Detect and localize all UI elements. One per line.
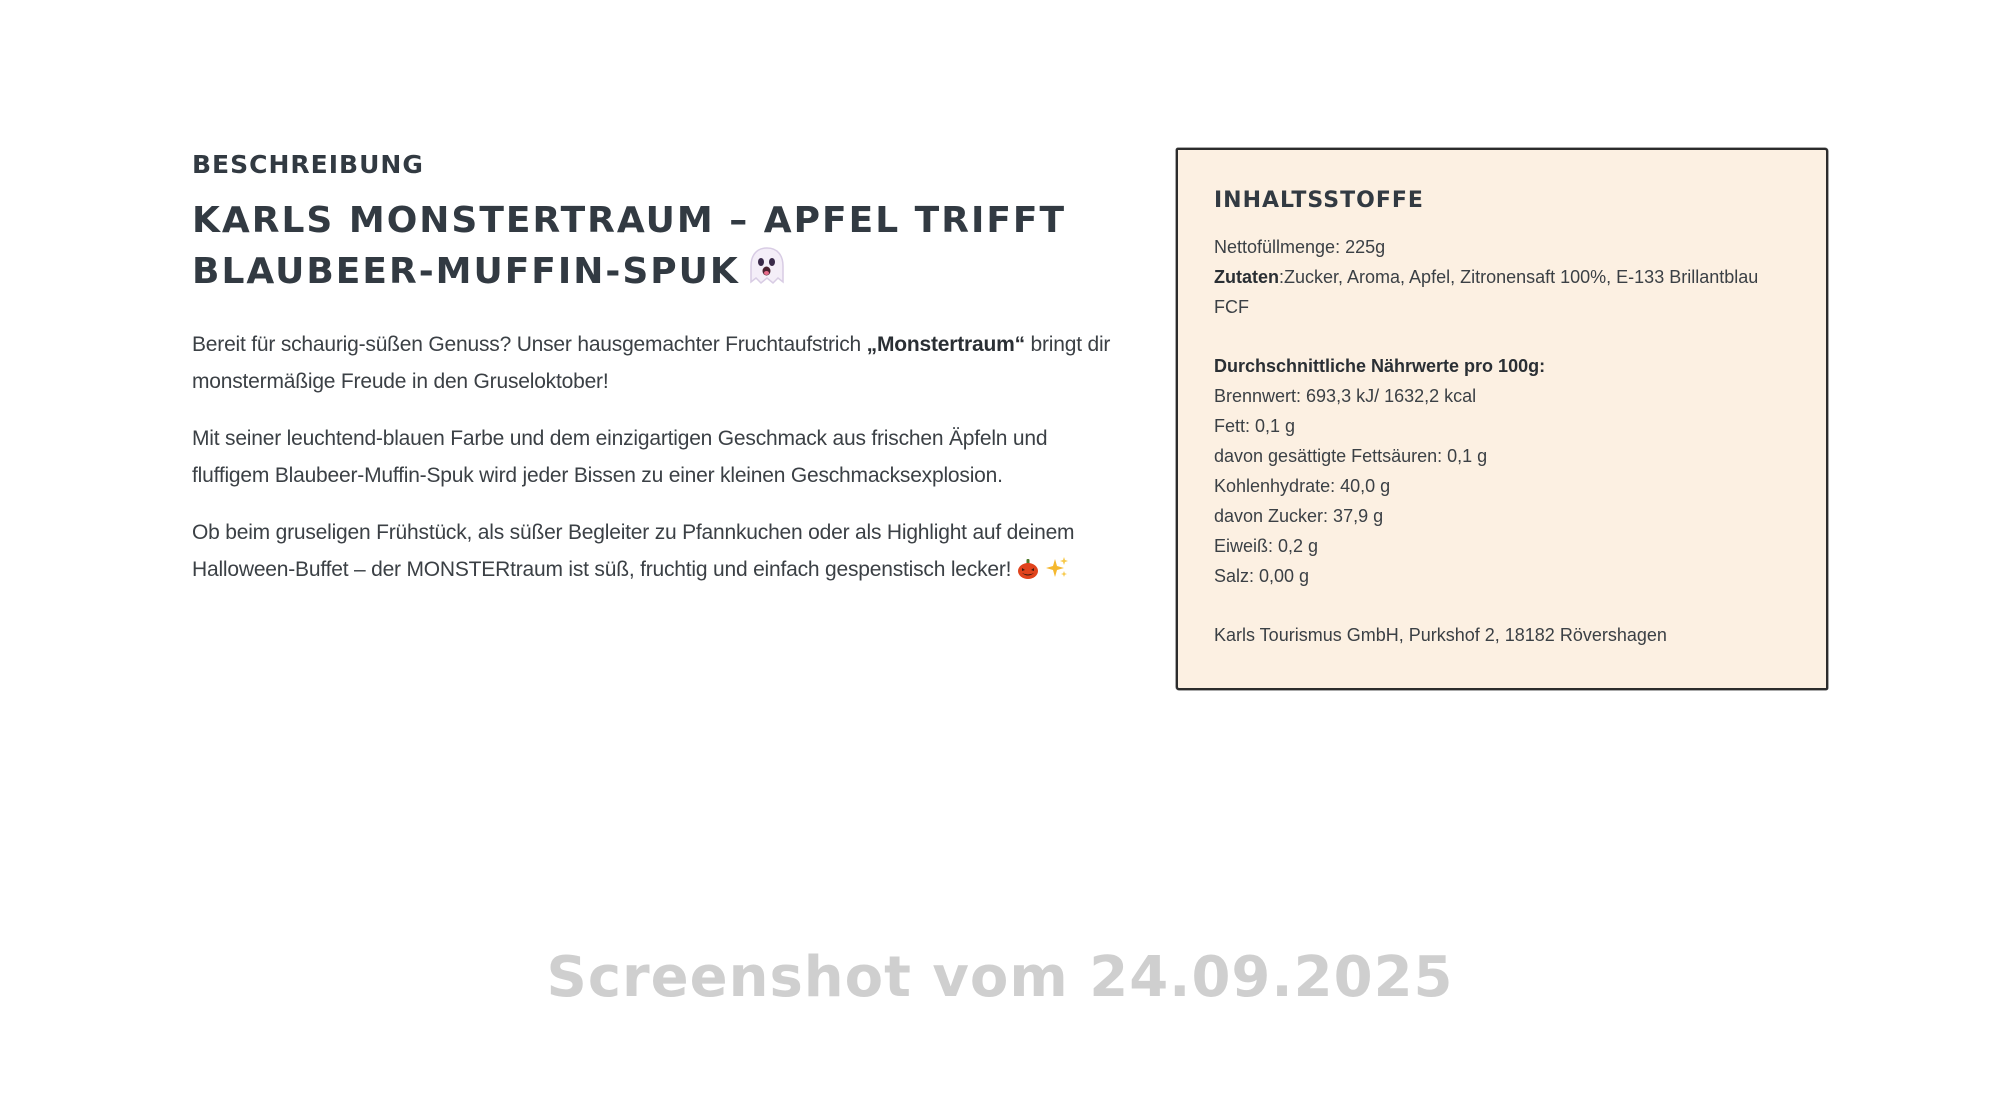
nutrition-row: Kohlenhydrate: 40,0 g (1214, 476, 1391, 496)
product-title-text: KARLS MONSTERTRAUM – APFEL TRIFFT BLAUBEER-MUFFIN-SPUK (192, 200, 1067, 292)
description-paragraph-1: Bereit für schaurig-süßen Genuss? Unser hausgemachter Fruchtaufstrich „Monstertraum“ bringt dir monstermäßige Freude in den Gruseloktober! (192, 333, 1111, 393)
screenshot-date-watermark: Screenshot vom 24.09.2025 (546, 945, 1454, 1010)
jack-o-lantern-icon (1017, 555, 1039, 592)
ingredients-card (1176, 148, 1828, 690)
nutrition-row: Salz: 0,00 g (1214, 566, 1310, 586)
section-label: BESCHREIBUNG (192, 150, 424, 179)
product-title (192, 196, 1122, 300)
product-name-bold: „Monstertraum“ (866, 333, 1025, 356)
ingredients-list: Zutaten:Zucker, Aroma, Apfel, Zitronensaft 100%, E-133 Brillantblau FCF (1214, 267, 1759, 317)
nutrition-row: Fett: 0,1 g (1214, 416, 1296, 436)
net-weight: Nettofüllmenge: 225g (1214, 237, 1386, 257)
description-section (192, 148, 1122, 592)
description-paragraph-2: Mit seiner leuchtend-blauen Farbe und dem einzigartigen Geschmack aus frischen Äpfeln und fluffigem Blaubeer-Muffin-Spuk wird jeder Bissen zu einer kleinen Geschmacksexplosion. (192, 427, 1048, 487)
description-paragraph-3: Ob beim gruseligen Frühstück, als süßer Begleiter zu Pfannkuchen oder als Highlight auf deinem Halloween-Buffet – der MONSTERtraum ist süß, fruchtig und einfach gespenstisch lecker! (192, 514, 1122, 592)
sparkles-icon (1045, 555, 1069, 592)
nutrition-row: Eiweiß: 0,2 g (1214, 536, 1319, 556)
nutrition-row: davon gesättigte Fettsäuren: 0,1 g (1214, 446, 1488, 466)
nutrition-row: Brennwert: 693,3 kJ/ 1632,2 kcal (1214, 386, 1477, 406)
manufacturer-address: Karls Tourismus GmbH, Purkshof 2, 18182 Rövershagen (1214, 625, 1667, 645)
nutrition-row: davon Zucker: 37,9 g (1214, 506, 1384, 526)
nutrition-heading: Durchschnittliche Nährwerte pro 100g: (1214, 356, 1546, 376)
ingredients-title: INHALTSSTOFFE (1214, 188, 1424, 213)
ghost-emoji-icon (748, 246, 786, 300)
